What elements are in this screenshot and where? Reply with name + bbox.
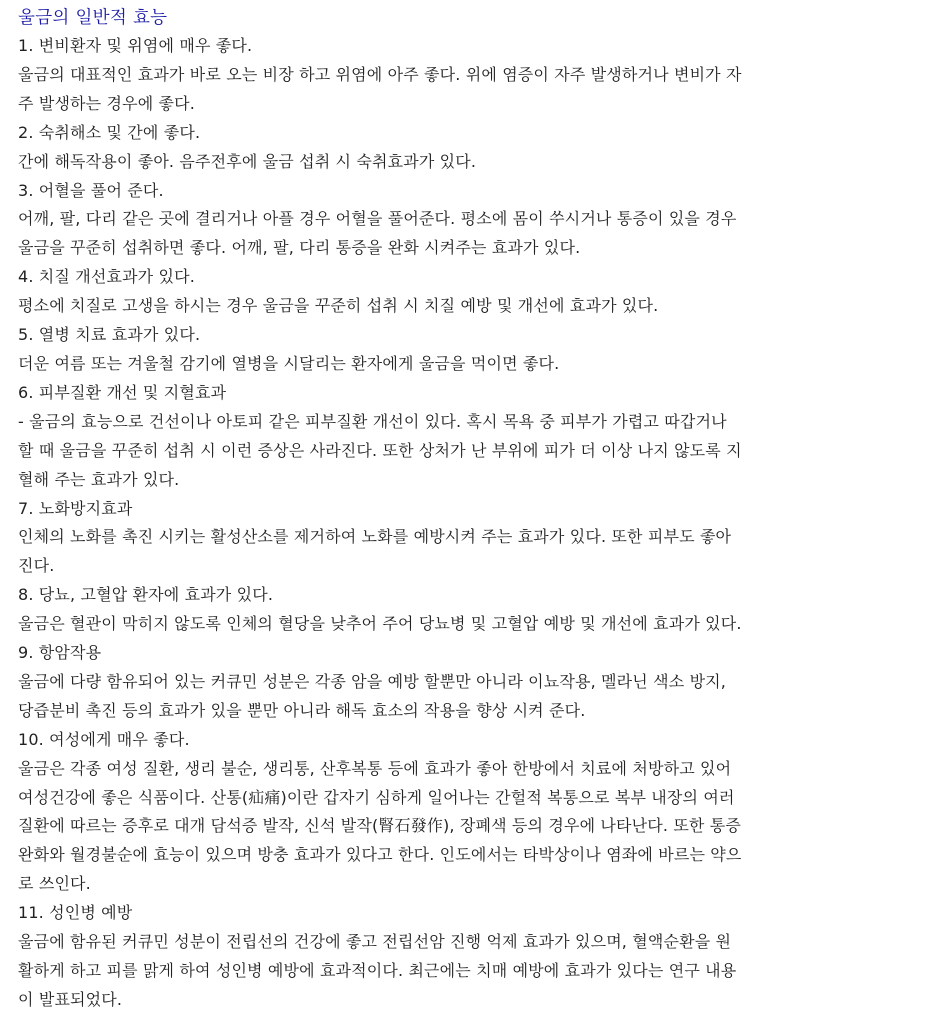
text-line: 5. 열병 치료 효과가 있다.: [18, 325, 201, 345]
text-line: 10. 여성에게 매우 좋다.: [18, 729, 190, 749]
text-line: 9. 항암작용: [18, 643, 102, 663]
text-line: 어깨, 팔, 다리 같은 곳에 결리거나 아플 경우 어혈을 풀어준다. 평소에 몸이 쑤시거나 통증이 있을 경우: [18, 209, 737, 229]
text-line: 진다.: [18, 556, 55, 576]
text-line: 울금을 꾸준히 섭취하면 좋다. 어깨, 팔, 다리 통증을 완화 시켜주는 효과가 있다.: [18, 238, 581, 258]
text-line: 울금에 함유된 커큐민 성분이 전립선의 건강에 좋고 전립선암 진행 억제 효과가 있으며, 혈액순환을 원: [18, 932, 732, 952]
text-line: 질환에 따르는 증후로 대개 담석증 발작, 신석 발작(腎石發作), 장폐색 등의 경우에 나타난다. 또한 통증: [18, 816, 741, 836]
text-line: 이 발표되었다.: [18, 989, 123, 1009]
text-line: 2. 숙취해소 및 간에 좋다.: [18, 122, 201, 142]
text-line: 울금은 혈관이 막히지 않도록 인체의 혈당을 낮추어 주어 당뇨병 및 고혈압 예방 및 개선에 효과가 있다.: [18, 614, 742, 634]
text-line: 4. 치질 개선효과가 있다.: [18, 267, 195, 287]
text-line: 6. 피부질환 개선 및 지혈효과: [18, 382, 227, 402]
text-line: 울금은 각종 여성 질환, 생리 불순, 생리통, 산후복통 등에 효과가 좋아 한방에서 치료에 처방하고 있어: [18, 758, 732, 778]
text-line: 1. 변비환자 및 위염에 매우 좋다.: [18, 36, 253, 55]
text-line: 더운 여름 또는 겨울철 감기에 열병을 시달리는 환자에게 울금을 먹이면 좋다.: [18, 353, 560, 373]
text-line: 완화와 월경불순에 효능이 있으며 방충 효과가 있다고 한다. 인도에서는 타박상이나 염좌에 바르는 약으: [18, 845, 742, 865]
text-line: 7. 노화방지효과: [18, 498, 133, 518]
document-body: [18, 32, 902, 1015]
text-line: 8. 당뇨, 고혈압 환자에 효과가 있다.: [18, 585, 274, 605]
text-line: 인체의 노화를 촉진 시키는 활성산소를 제거하여 노화를 예방시켜 주는 효과가 있다. 또한 피부도 좋아: [18, 527, 732, 547]
text-line: 간에 해독작용이 좋아. 음주전후에 울금 섭취 시 숙취효과가 있다.: [18, 151, 477, 171]
text-line: 할 때 울금을 꾸준히 섭취 시 이런 증상은 사라진다. 또한 상처가 난 부위에 피가 더 이상 나지 않도록 지: [18, 440, 742, 460]
text-line: 11. 성인병 예방: [18, 903, 133, 923]
text-line: 평소에 치질로 고생을 하시는 경우 울금을 꾸준히 섭취 시 치질 예방 및 개선에 효과가 있다.: [18, 296, 659, 316]
text-line: 여성건강에 좋은 식품이다. 산통(疝痛)이란 갑자기 심하게 일어나는 간헐적 복통으로 복부 내장의 여러: [18, 787, 735, 807]
text-line: 당즙분비 촉진 등의 효과가 있을 뿐만 아니라 해독 효소의 작용을 향상 시켜 준다.: [18, 700, 586, 720]
document-title: 울금의 일반적 효능: [18, 8, 168, 28]
text-line: 주 발생하는 경우에 좋다.: [18, 93, 196, 113]
text-line: 울금에 다량 함유되어 있는 커큐민 성분은 각종 암을 예방 할뿐만 아니라 이뇨작용, 멜라닌 색소 방지,: [18, 671, 727, 691]
text-line: 활하게 하고 피를 맑게 하여 성인병 예방에 효과적이다. 최근에는 치매 예방에 효과가 있다는 연구 내용: [18, 961, 737, 980]
text-line: 울금의 대표적인 효과가 바로 오는 비장 하고 위염에 아주 좋다. 위에 염증이 자주 발생하거나 변비가 자: [18, 64, 742, 84]
text-line: 3. 어혈을 풀어 준다.: [18, 180, 164, 200]
text-line: 로 쓰인다.: [18, 874, 91, 894]
text-line: 혈해 주는 효과가 있다.: [18, 469, 180, 489]
text-line: - 울금의 효능으로 건선이나 아토피 같은 피부질환 개선이 있다. 혹시 목욕 중 피부가 가렵고 따갑거나: [18, 411, 727, 431]
